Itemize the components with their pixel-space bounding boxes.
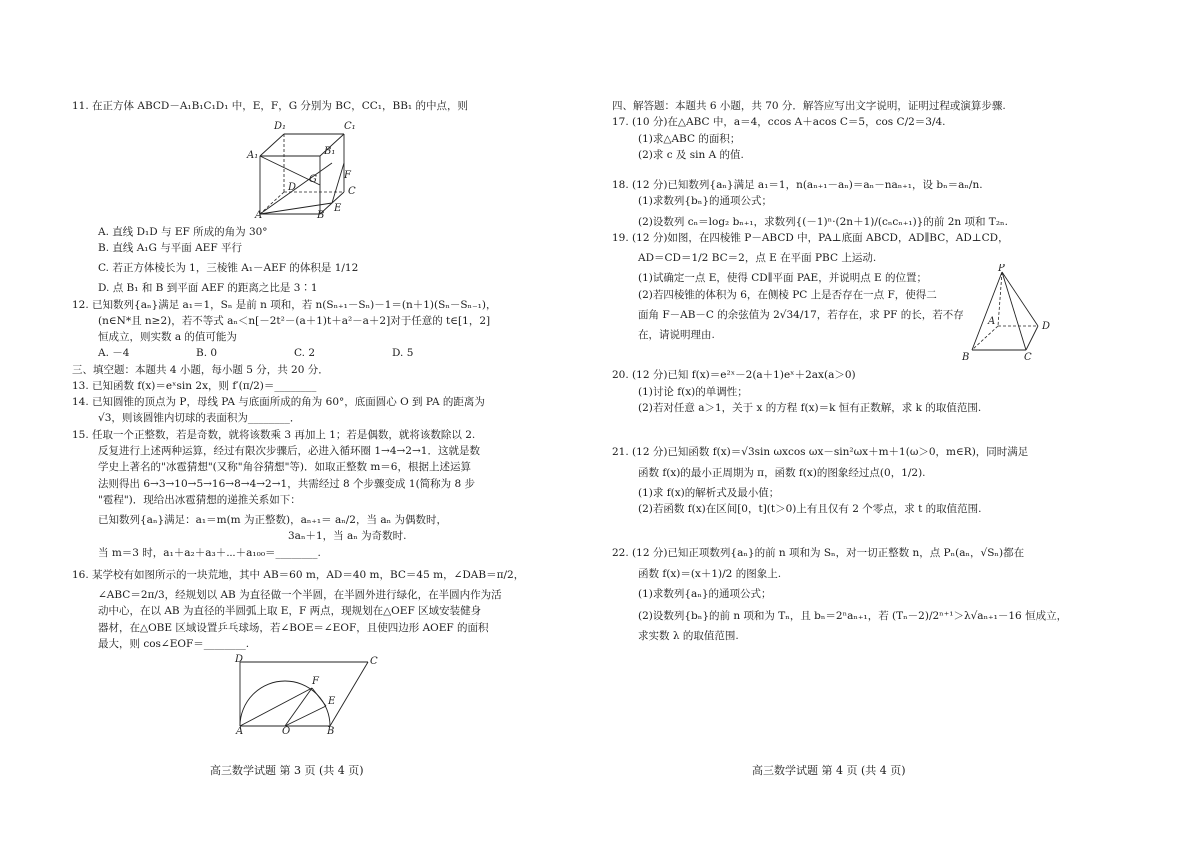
cube-label: B	[317, 210, 325, 219]
q11-option-a: A. 直线 D₁D 与 EF 所成的角为 30°	[98, 225, 268, 238]
q12-option: D. 5	[392, 347, 414, 360]
cube-label: A₁	[247, 150, 259, 162]
q22-line4: (2)设数列{bₙ}的前 n 项和为 Tₙ，且 bₙ＝2ⁿaₙ₊₁，若 (Tₙ－2)/2ⁿ⁺¹＞λ√aₙ₊₁－16 恒成立，	[638, 610, 1068, 623]
page-footer-left: 高三数学试题 第 3 页 (共 4 页)	[210, 764, 364, 777]
q19-line3: (1)试确定一点 E，使得 CD∥平面 PAE，并说明点 E 的位置；	[638, 272, 928, 285]
q20-line1: 20. (12 分)已知 f(x)＝e²ˣ－2(a＋1)eˣ＋2ax(a＞0)	[612, 369, 856, 382]
q16-figure	[72, 652, 522, 734]
q12-options	[72, 345, 522, 361]
q22-line3: (1)求数列{aₙ}的通项公式；	[638, 587, 772, 600]
fig16-label: A	[236, 726, 244, 735]
q20-line3: (2)若对任意 a＞1，关于 x 的方程 f(x)＝k 恒有正数解，求 k 的取值范围.	[638, 401, 982, 414]
q16-line3: 动中心，在以 AB 为直径的半圆弧上取 E，F 两点，现规划在△OEF 区域安装健身	[98, 605, 482, 618]
cube-figure	[72, 114, 522, 218]
cube-label: D	[288, 182, 297, 194]
q11-option-c: C. 若正方体棱长为 1，三棱锥 A₁－AEF 的体积是 1/12	[98, 262, 359, 275]
q12-option: B. 0	[196, 347, 218, 360]
q17-line2: (1)求△ABC 的面积；	[638, 132, 741, 145]
q15-line3: 学史上著名的"冰雹猜想"(又称"角谷猜想"等)．如取正整数 m＝6，根据上述运算	[98, 461, 471, 474]
q14-line1: 14. 已知圆锥的顶点为 P，母线 PA 与底面所成的角为 60°，底面圆心 O 到 PA 的距离为	[72, 396, 485, 409]
q11-stem: 11. 在正方体 ABCD－A₁B₁C₁D₁ 中，E，F，G 分别为 BC，CC₁，BB₁ 的中点，则	[72, 100, 468, 112]
q15-line1: 15. 任取一个正整数，若是奇数，就将该数乘 3 再加上 1；若是偶数，就将该数除以 2.	[72, 428, 476, 441]
q15-line6: 已知数列{aₙ}满足：a₁＝m(m 为正整数)，aₙ₊₁＝ aₙ/2，当 aₙ 为偶数时，	[98, 514, 447, 527]
q21-line1: 21. (12 分)已知函数 f(x)＝√3sin ωxcos ωx－sin²ωx＋m＋1(ω＞0，m∈R)，同时满足	[612, 446, 1029, 459]
q17-line1: 17. (10 分)在△ABC 中，a＝4，ccos A＋acos C＝5，cos C/2＝3/4.	[612, 116, 946, 129]
cube-label: E	[334, 203, 342, 215]
q19-line5: 面角 F－AB－C 的余弦值为 2√34/17，若存在，求 PF 的长，若不存	[638, 308, 964, 321]
cube-label: C	[348, 186, 356, 198]
fig16-label: C	[370, 656, 378, 668]
q14-line2: √3，则该圆锥内切球的表面积为________．	[98, 412, 301, 425]
q12-line2: (n∈N*且 n≥2)，若不等式 aₙ＜n[－2t²－(a＋1)t＋a²－a＋2]对于任意的 t∈[1，2]	[98, 314, 491, 327]
cube-label: D₁	[274, 121, 287, 133]
q12-option: C. 2	[294, 347, 316, 360]
cube-label: C₁	[344, 121, 356, 133]
pyramid-label: C	[1024, 352, 1032, 363]
q15-line5: "雹程")．现给出冰雹猜想的递推关系如下：	[98, 493, 301, 506]
pyramid-label: B	[962, 352, 970, 363]
q22-line2: 函数 f(x)＝(x＋1)/2 的图象上.	[638, 567, 782, 580]
q21-line4: (2)若函数 f(x)在区间[0，t](t＞0)上有且仅有 2 个零点，求 t 的取值范围.	[638, 503, 982, 516]
q16-line5: 最大，则 cos∠EOF＝________.	[98, 637, 250, 650]
q19-line1: 19. (12 分)如图，在四棱锥 P－ABCD 中，PA⊥底面 ABCD，AD∥BC，AD⊥CD，	[612, 231, 1009, 244]
q11-option-b: B. 直线 A₁G 与平面 AEF 平行	[98, 241, 242, 254]
q12-line3: 恒成立，则实数 a 的值可能为	[98, 331, 237, 344]
q20-line2: (1)讨论 f(x)的单调性；	[638, 385, 748, 398]
q21-line2: 函数 f(x)的最小正周期为 π，函数 f(x)的图象经过点(0，1/2).	[638, 466, 926, 479]
q18-line2: (1)求数列{bₙ}的通项公式；	[638, 195, 772, 208]
right-page	[612, 98, 1068, 645]
q17-line3: (2)求 c 及 sin A 的值.	[638, 148, 744, 161]
q18-line1: 18. (12 分)已知数列{aₙ}满足 a₁＝1，n(aₙ₊₁－aₙ)＝aₙ－naₙ₊₁，设 bₙ＝aₙ/n.	[612, 179, 983, 192]
q19-line4: (2)若四棱锥的体积为 6，在侧棱 PC 上是否存在一点 F，使得二	[638, 288, 937, 301]
pyramid-label: P	[998, 264, 1005, 275]
q16-line2: ∠ABC＝2π/3，经规划以 AB 为直径做一个半圆，在半圆外进行绿化，在半圆内作为活	[98, 589, 502, 602]
left-page	[72, 98, 525, 739]
q15-line2: 反复进行上述两种运算，经过有限次步骤后，必进入循环圈 1→4→2→1．这就是数	[98, 444, 480, 457]
section4-heading: 四、解答题：本题共 6 小题，共 70 分．解答应写出文字说明，证明过程或演算步骤.	[612, 100, 1006, 112]
section3-heading: 三、填空题：本题共 4 小题，每小题 5 分，共 20 分．	[72, 363, 329, 376]
fig16-label: F	[312, 676, 319, 688]
q18-line3: (2)设数列 cₙ＝log₂ bₙ₊₁，求数列{(－1)ⁿ·(2n＋1)/(cₙcₙ₊₁)}的前 2n 项和 T₂ₙ.	[638, 215, 1008, 228]
q22-line5: 求实数 λ 的取值范围.	[638, 630, 739, 643]
cube-label: G	[309, 174, 317, 186]
pyramid-label: A	[988, 316, 996, 328]
cube-label: A	[255, 210, 263, 219]
q12-line1: 12. 已知数列{aₙ}满足 a₁＝1，Sₙ 是前 n 项和，若 n(Sₙ₊₁－Sₙ)－1＝(n＋1)(Sₙ－Sₙ₋₁)，	[72, 298, 497, 311]
q12-option: A. －4	[98, 347, 130, 360]
q15-line4: 法则得出 6→3→10→5→16→8→4→2→1，共需经过 8 个步骤变成 1(简称为 8 步	[98, 477, 476, 490]
q16-line1: 16. 某学校有如图所示的一块荒地，其中 AB＝60 m，AD＝40 m，BC＝45 m，∠DAB＝π/2，	[72, 568, 525, 581]
q11-option-d: D. 点 B₁ 和 B 到平面 AEF 的距离之比是 3∶1	[98, 282, 318, 295]
fig16-label: O	[282, 726, 291, 735]
q19-line6: 在，请说明理由.	[638, 329, 715, 342]
pyramid-figure	[958, 264, 1062, 362]
q13: 13. 已知函数 f(x)＝eˣsin 2x，则 f′(π/2)＝________	[72, 379, 317, 392]
cube-label: B₁	[324, 146, 336, 158]
q15-line8: 当 m＝3 时，a₁＋a₂＋a₃＋⋯＋a₁₀₀＝________.	[98, 546, 321, 559]
page-footer-right: 高三数学试题 第 4 页 (共 4 页)	[752, 764, 906, 777]
fig16-label: E	[328, 696, 336, 708]
q15-line7: 3aₙ＋1，当 aₙ 为奇数时.	[288, 530, 407, 543]
q22-line1: 22. (12 分)已知正项数列{aₙ}的前 n 项和为 Sₙ，对一切正整数 n，点 Pₙ(aₙ，√Sₙ)都在	[612, 547, 1025, 560]
pyramid-label: D	[1042, 321, 1051, 333]
cube-label: F	[344, 170, 351, 182]
q19-line2: AD＝CD＝1/2 BC＝2，点 E 在平面 PBC 上运动.	[638, 252, 877, 265]
q21-line3: (1)求 f(x)的解析式及最小值；	[638, 486, 780, 499]
q16-line4: 器材，在△OBE 区域设置乒乓球场，若∠BOE＝∠EOF，且使四边形 AOEF 的面积	[98, 621, 489, 634]
fig16-label: D	[235, 654, 244, 666]
fig16-label: B	[327, 726, 335, 735]
